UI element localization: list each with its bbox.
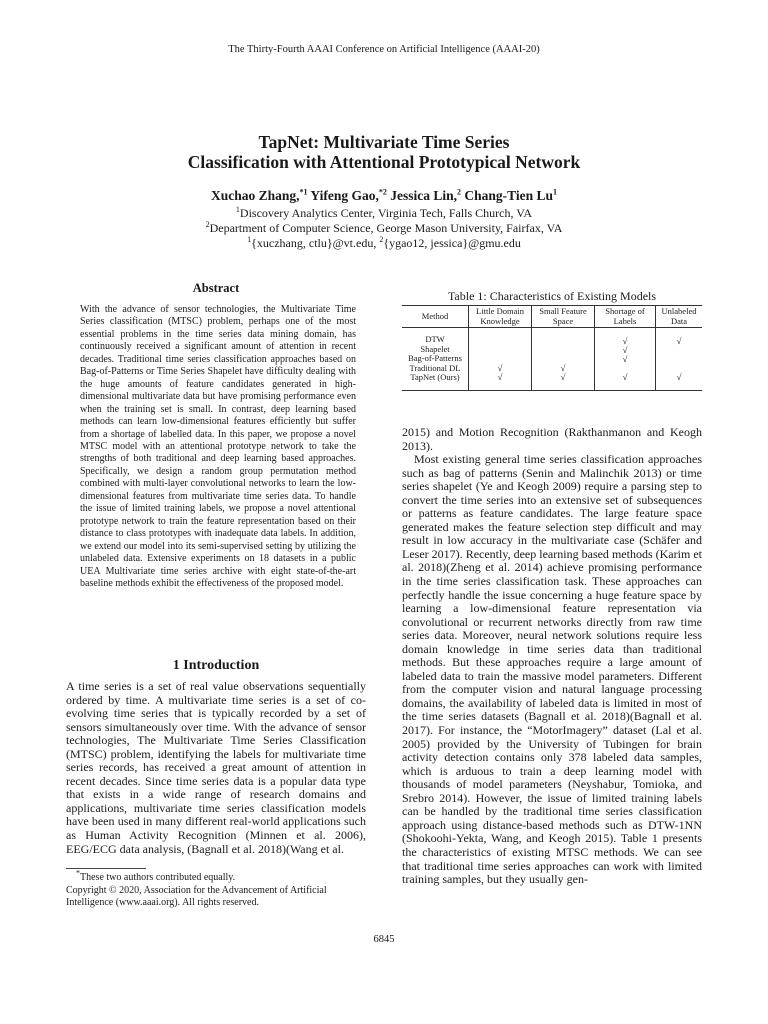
abstract-heading: Abstract <box>192 281 240 295</box>
check-mark: √ <box>622 344 628 355</box>
paper-title <box>0 132 768 172</box>
empty-mark <box>471 346 529 355</box>
affil-text: Discovery Analytics Center, Virginia Tech, Falls Church, VA <box>239 206 533 220</box>
check-mark: √ <box>560 362 566 373</box>
author-list <box>0 188 768 204</box>
empty-mark <box>534 346 592 355</box>
check-mark: √ <box>676 335 682 346</box>
email-mark: 1 <box>247 235 252 244</box>
author-affil-mark: *1 <box>299 187 308 197</box>
empty-mark <box>658 355 700 364</box>
check-mark: √ <box>622 353 628 364</box>
abstract-text: With the advance of sensor technologies, the Multivariate Time Series classification (MTSC) problem, perhaps one of the most essential problems in the time series data mining domain, has continuously received a significant amount of attention in recent decades. Traditional time series classification approaches based on Bag-of-Patterns or Time Series Shapelet have difficulty dealing with the huge amounts of feature candidates generated in high-dimensional multivariate data but have promising performance even when the training set is small. In contrast, deep learning based methods can learn low-dimensional features efficiently but suffer from a shortage of labelled data. In this paper, we propose a novel MTSC model with an attentional prototype network to take the strengths of both traditional and deep learning based approaches. Specifically, we design a random group permutation method combined with multi-layer convolutional networks to learn the low-dimensional features from multivariate time series data. To handle the issue of limited training labels, we propose a novel attentional prototype network to train the feature representation based on their distance to class prototypes with inadequate data labels. In addition, we extend our model into its semi-supervised setting by utilizing the unlabeled data. Extensive experiments on 18 datasets in a public UEA Multivariate time series archive with eight state-of-the-art baseline methods exhibit the effectiveness of the proposed model. <box>80 304 356 589</box>
col-header: Shortage of Labels <box>595 306 656 328</box>
characteristics-table <box>402 305 702 391</box>
table-caption: Table 1: Characteristics of Existing Models <box>447 289 657 303</box>
col-header: Small Feature Space <box>532 306 595 328</box>
empty-mark <box>534 337 592 346</box>
table-body-row <box>402 328 702 391</box>
mark-column <box>595 328 656 391</box>
check-mark: √ <box>497 371 503 382</box>
conference-header: The Thirty-Fourth AAAI Conference on Artificial Intelligence (AAAI-20) <box>228 44 540 55</box>
footnote-equal-text: These two authors contributed equally. <box>80 872 236 883</box>
section-heading-introduction: 1 Introduction <box>172 658 260 673</box>
email-mark: 2 <box>379 235 384 244</box>
author-emails <box>0 236 768 251</box>
empty-mark <box>471 337 529 346</box>
author-affil-mark: *2 <box>378 187 387 197</box>
author-affil-mark: 1 <box>553 187 558 197</box>
footnote-equal-contribution <box>66 868 366 885</box>
affil-mark: 2 <box>205 220 210 229</box>
method-name: TapNet (Ours) <box>410 372 460 383</box>
page-number: 6845 <box>373 934 395 945</box>
footnote-star: * <box>76 868 80 878</box>
col-header: Unlabeled Data <box>656 306 703 328</box>
mark-column <box>469 328 532 391</box>
email-text: {ygao12, jessica}@gmu.edu <box>383 236 521 250</box>
affiliation-2 <box>0 221 768 236</box>
method-name: DTW <box>425 334 445 345</box>
author-name: Yifeng Gao, <box>310 188 379 203</box>
abstract-body <box>80 304 356 590</box>
check-mark: √ <box>497 362 503 373</box>
mark-column <box>656 328 703 391</box>
author-name: Jessica Lin, <box>390 188 457 203</box>
method-name: Traditional DL <box>409 362 461 373</box>
author-name: Chang-Tien Lu <box>464 188 554 203</box>
method-list <box>402 328 469 391</box>
table-header-row <box>402 306 702 328</box>
continued-paragraph: 2015) and Motion Recognition (Rakthanmanon and Keogh 2013). <box>402 425 702 453</box>
check-mark: √ <box>622 335 628 346</box>
mark-column <box>532 328 595 391</box>
method-name: Shapelet <box>420 343 450 354</box>
author-name: Xuchao Zhang, <box>210 188 300 203</box>
right-column-text <box>402 426 702 887</box>
intro-left-column <box>66 680 366 856</box>
intro-paragraph: A time series is a set of real value observations sequentially ordered by time. A multivariate time series is a set of co-evolving time series that is typically recorded by a set of sensors simultaneously over time. With the advance of sensor technologies, The Multivariate Time Series Classification (MTSC) problem, identifying the labels for multivariate time series records, has received a great amount of attention in recent decades. Since time series data is a popular data type that exists in a wide range of research domains and applications, multivariate time series classification models have been used in many different real-world applications such as Human Activity Recognition (Minnen et al. 2006), EEG/ECG data analysis, (Bagnall et al. 2018)(Wang et al. <box>66 679 366 856</box>
title-line-1: TapNet: Multivariate Time Series <box>258 132 510 152</box>
method-name: Bag-of-Patterns <box>408 353 462 364</box>
author-affil-mark: 2 <box>457 187 461 197</box>
check-mark: √ <box>622 371 628 382</box>
empty-mark <box>658 346 700 355</box>
affil-text: Department of Computer Science, George Mason University, Fairfax, VA <box>209 221 563 235</box>
title-line-2: Classification with Attentional Prototypical Network <box>187 152 581 172</box>
check-mark: √ <box>560 371 566 382</box>
footnotes <box>66 868 366 910</box>
col-header: Little Domain Knowledge <box>469 306 532 328</box>
email-text: {xuczhang, ctlu}@vt.edu, <box>251 236 380 250</box>
body-paragraph: Most existing general time series classification approaches such as bag of patterns (Senin and Malinchik 2013) or time series shapelet (Ye and Keogh 2009) require a parsing step to convert the time series into an extensive set of subsequences or patterns as feature candidates. The large feature space generated makes the feature selection step difficult and may result in low accuracy in the multivariate case (Schäfer and Leser 2017). Recently, deep learning based methods (Karim et al. 2018)(Zheng et al. 2014) achieve promising performance in the time series classification task. These approaches can perfectly handle the issue concerning a huge feature space by learning a low-dimensional feature representation via convolutional or recurrent networks directly from raw time series data. Moreover, neural network solutions require less domain knowledge in time series data than traditional methods. But these approaches require a large amount of labeled data to train the massive model parameters. Different from the computer vision and natural language processing domains, the availability of labeled data is limited in most of the time series datasets (Bagnall et al. 2018)(Bagnall et al. 2017). For instance, the “MotorImagery” dataset (Lal et al. 2005) provided by the University of Tubingen for brain activity detection contains only 378 labeled data samples, which is arduous to train a deep learning model with thousands of model parameters (Neyshabur, Tomioka, and Srebro 2014). However, the issue of limited training labels can be handled by the traditional time series classification approach using distance-based methods such as DTW-1NN (Shokoohi-Yekta, Wang, and Keogh 2015). Table 1 presents the characteristics of existing MTSC methods. We can see that traditional time series approaches can work with limited training samples, but they usually gen- <box>402 452 702 887</box>
col-header: Method <box>402 306 469 328</box>
footnote-copyright: Copyright © 2020, Association for the Advancement of Artificial Intelligence (www.aaai.org). All rights reserved. <box>66 884 327 908</box>
check-mark: √ <box>676 371 682 382</box>
affiliation-1 <box>0 206 768 221</box>
affil-mark: 1 <box>235 205 240 214</box>
